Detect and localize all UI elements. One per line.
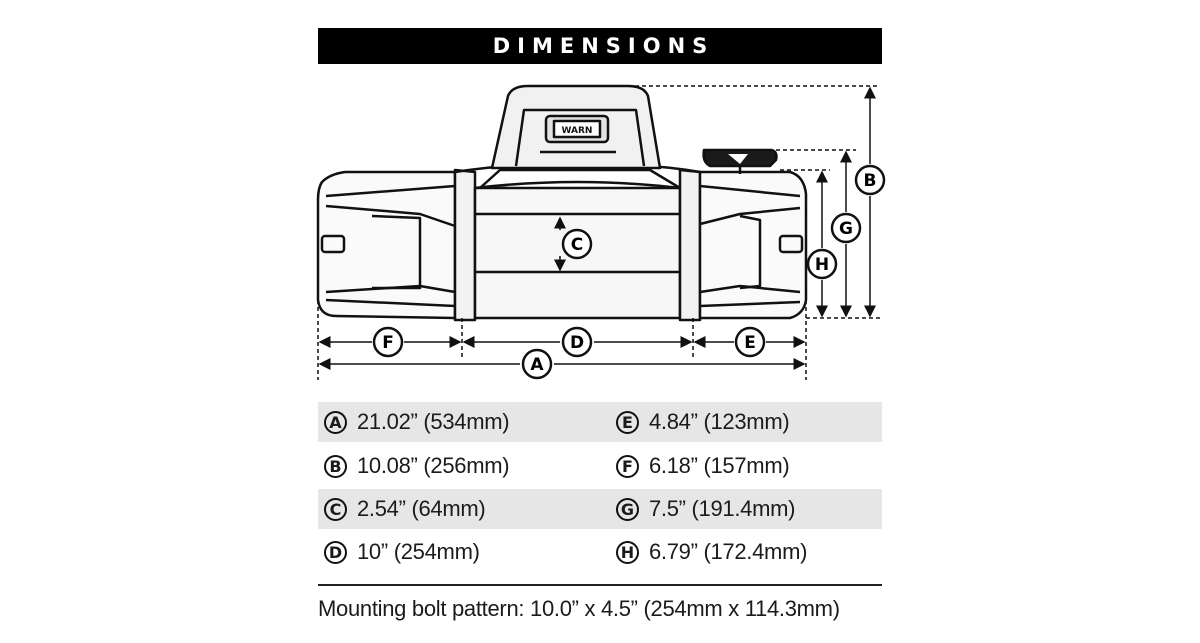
spec-value: 21.02” (534mm) <box>357 409 510 434</box>
svg-text:D: D <box>569 333 585 353</box>
dim-label-d <box>563 328 591 356</box>
spec-g <box>616 496 795 522</box>
spec-a <box>324 409 509 435</box>
spec-value: 7.5” (191.4mm) <box>649 496 796 521</box>
spec-row <box>318 402 882 442</box>
warn-logo: WARN <box>561 126 593 136</box>
spec-letter-badge: G <box>616 498 639 521</box>
spec-value: 10” (254mm) <box>357 539 480 564</box>
spec-row <box>318 446 882 486</box>
dim-label-a <box>523 350 551 378</box>
spec-value: 6.79” (172.4mm) <box>649 539 808 564</box>
svg-text:C: C <box>570 235 584 255</box>
svg-text:H: H <box>814 255 830 275</box>
spec-value: 6.18” (157mm) <box>649 453 790 478</box>
dim-label-f <box>374 328 402 356</box>
spec-letter-badge: H <box>616 541 639 564</box>
spec-e <box>616 409 789 435</box>
spec-letter-badge: D <box>324 541 347 564</box>
winch-illustration <box>318 86 806 320</box>
svg-text:E: E <box>744 333 756 353</box>
spec-letter-badge: E <box>616 411 639 434</box>
spec-value: 2.54” (64mm) <box>357 496 486 521</box>
spec-row <box>318 489 882 529</box>
dim-label-e <box>736 328 764 356</box>
spec-letter-badge: C <box>324 498 347 521</box>
dim-label-h <box>808 250 836 278</box>
svg-text:F: F <box>382 333 394 353</box>
spec-h <box>616 539 807 565</box>
dim-label-g <box>832 214 860 242</box>
spec-c <box>324 496 485 522</box>
spec-value: 10.08” (256mm) <box>357 453 510 478</box>
spec-d <box>324 539 480 565</box>
svg-text:A: A <box>530 355 544 375</box>
svg-text:B: B <box>863 171 877 191</box>
divider <box>318 584 882 586</box>
spec-b <box>324 453 509 479</box>
spec-letter-badge: A <box>324 411 347 434</box>
dim-label-b <box>856 166 884 194</box>
spec-value: 4.84” (123mm) <box>649 409 790 434</box>
spec-letter-badge: F <box>616 455 639 478</box>
spec-f <box>616 453 789 479</box>
mounting-bolt-pattern: Mounting bolt pattern: 10.0” x 4.5” (254mm x 114.3mm) <box>318 596 840 621</box>
svg-text:G: G <box>839 219 853 239</box>
dim-label-c <box>563 230 591 258</box>
spec-row <box>318 532 882 572</box>
spec-letter-badge: B <box>324 455 347 478</box>
page-title: DIMENSIONS <box>492 34 715 58</box>
